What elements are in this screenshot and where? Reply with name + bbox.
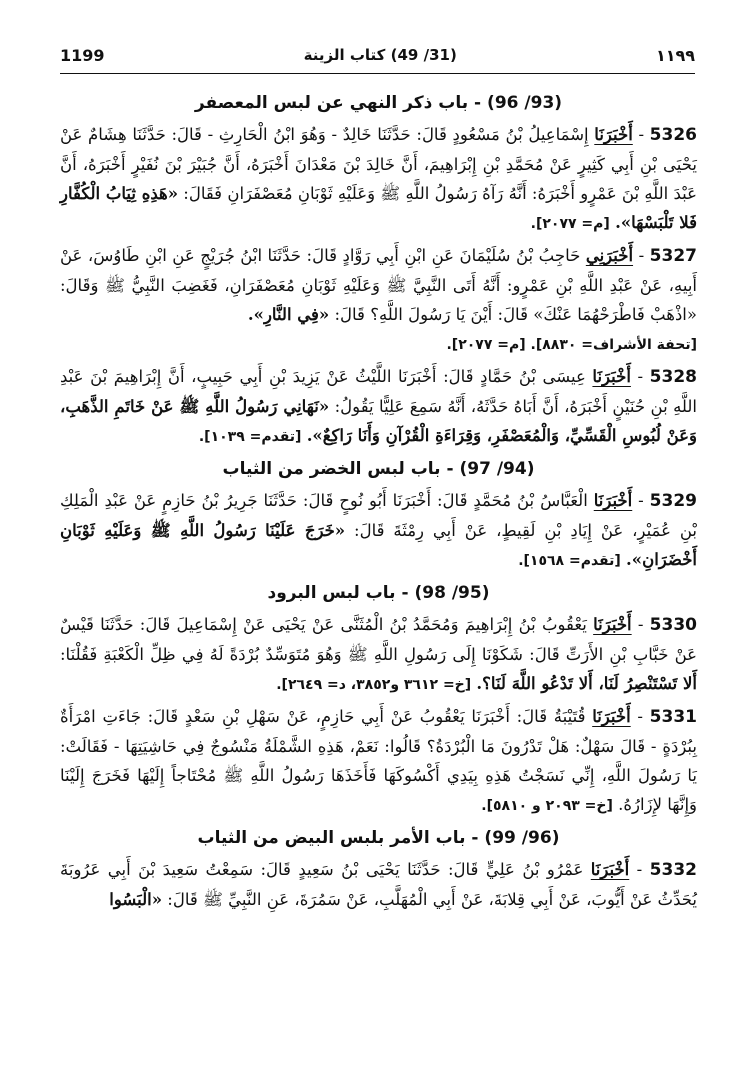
hadith-reference: [تحفة الأشراف= ٨٨٣٠]. [م= ٢٠٧٧].	[446, 337, 697, 353]
hadith-isnad: إِسْمَاعِيلُ بْنُ مَسْعُودٍ قَالَ: حَدَّثَنَا خَالِدٌ - وَهُوَ ابْنُ الْحَارِثِ - قَالَ: حَدَّثَنَا هِشَامٌ عَنْ يَحْيَى بْنِ أَبِي كَثِيرٍ عَنْ مُحَمَّدِ بْنِ إِبْرَاهِيمَ، أَنَّ خَالِدَ بْنَ مَعْدَانَ أَخْبَرَهُ، أَنَّ جُبَيْرَ بْنَ نُفَيْرٍ أَخْبَرَهُ، أَنَّ عَبْدَ اللَّهِ بْنَ عَمْرٍو أَخْبَرَهُ: أَنَّهُ رَآهُ رَسُولُ اللَّهِ ﷺ وَعَلَيْهِ ثَوْبَانِ مُعَصْفَرَانِ فَقَالَ:	[60, 125, 697, 203]
section-title: - باب الأمر بلبس البيض من الثياب	[197, 828, 479, 848]
section-title: - باب لبس البرود	[267, 583, 409, 603]
hadith-matn: «نَهَانِي رَسُولُ اللَّهِ ﷺ عَنْ خَاتَمِ الذَّهَبِ، وَعَنْ لُبُوسِ الْقَسِّيِّ، وَالْمُعَصْفَرِ، وَقِرَاءَةِ الْقُرْآنِ وَأَنَا رَاكِعٌ».	[60, 397, 697, 445]
section-heading	[60, 825, 697, 851]
hadith-number: 5326	[649, 125, 697, 145]
hadith-matn: أَلا تَسْتَنْصِرُ لَنَا، أَلا تَدْعُو اللَّهَ لَنَا؟.	[476, 674, 697, 693]
hadith-reference: [تقدم= ١٥٦٨].	[518, 553, 621, 569]
hadith-number: 5330	[649, 615, 697, 635]
section-heading	[60, 580, 697, 606]
hadith-isnad: قُتَيْبَةُ قَالَ: أَخْبَرَنَا يَعْقُوبُ عَنْ أَبِي حَازِمٍ، عَنْ سَهْلِ بْنِ سَعْدٍ قَالَ: جَاءَتِ امْرَأَةٌ بِبُرْدَةٍ - قَالَ سَهْلٌ: هَلْ تَدْرُونَ مَا الْبُرْدَةُ؟ قَالُوا: نَعَمْ، هَذِهِ الشَّمْلَةُ مَنْسُوجٌ فِي حَاشِيَتِهَا - فَقَالَتْ: يَا رَسُولَ اللَّهِ، إِنِّي نَسَجْتُ هَذِهِ بِيَدِي أَكْسُوكَهَا فَأَخَذَهَا رَسُولُ اللَّهِ ﷺ مُحْتَاجاً إِلَيْهَا فَخَرَجَ إِلَيْنَا وَإِنَّهَا لإِزَارُهُ.	[60, 707, 697, 814]
hadith-reference: [تقدم= ١٠٣٩].	[198, 429, 302, 445]
hadith-number: 5329	[649, 491, 697, 511]
hadith-isnad: حَاجِبُ بْنُ سُلَيْمَانَ عَنِ ابْنِ أَبِي رَوَّادٍ قَالَ: حَدَّثَنَا ابْنُ جُرَيْجٍ عَنِ ابْنِ طَاوُسَ، عَنْ أَبِيهِ، عَنْ عَبْدِ اللَّهِ بْنِ عَمْرٍو: أَنَّهُ أَتَى النَّبِيَّ ﷺ وَعَلَيْهِ ثَوْبَانِ مُعَصْفَرَانِ، فَغَضِبَ النَّبِيُّ ﷺ وَقَالَ: «اذْهَبْ فَاطْرَحْهُمَا عَنْكَ» قَالَ: أَيْنَ يَا رَسُولَ اللَّهِ؟ قَالَ:	[60, 246, 697, 324]
header-rule	[60, 73, 695, 74]
hadith-number: 5328	[649, 367, 697, 387]
hadith-lead: أَخْبَرَنَا	[593, 615, 632, 634]
section-number: (94/ 97)	[459, 459, 535, 479]
hadith-entry: 5331 - أَخْبَرَنَا قُتَيْبَةُ قَالَ: أَخْبَرَنَا يَعْقُوبُ عَنْ أَبِي حَازِمٍ، عَنْ سَهْلِ بْنِ سَعْدٍ قَالَ: جَاءَتِ امْرَأَةٌ بِبُرْدَةٍ - قَالَ سَهْلٌ: هَلْ تَدْرُونَ مَا الْبُرْدَةُ؟ قَالُوا: نَعَمْ، هَذِهِ الشَّمْلَةُ مَنْسُوجٌ فِي حَاشِيَتِهَا - فَقَالَتْ: يَا رَسُولَ اللَّهِ، إِنِّي نَسَجْتُ هَذِهِ بِيَدِي أَكْسُوكَهَا فَأَخَذَهَا رَسُولُ اللَّهِ ﷺ مُحْتَاجاً إِلَيْهَا فَخَرَجَ إِلَيْنَا وَإِنَّهَا لإِزَارُهُ. [خ= ٢٠٩٣ و ٥٨١٠].	[60, 707, 697, 814]
hadith-isnad: عِيسَى بْنُ حَمَّادٍ قَالَ: أَخْبَرَنَا اللَّيْثُ عَنْ يَزِيدَ بْنِ أَبِي حَبِيبٍ، أَنَّ إِبْرَاهِيمَ بْنَ عَبْدِ اللَّهِ بْنِ حُنَيْنٍ أَخْبَرَهُ، أَنَّ أَبَاهُ حَدَّثَهُ، أَنَّهُ سَمِعَ عَلِيًّا يَقُولُ:	[60, 367, 698, 416]
hadith-isnad: الْعَبَّاسُ بْنُ مُحَمَّدٍ قَالَ: أَخْبَرَنَا أَبُو نُوحٍ قَالَ: حَدَّثَنَا جَرِيرُ بْنُ حَازِمٍ عَنْ عَبْدِ الْمَلِكِ بْنِ عُمَيْرٍ، عَنْ إِيَادِ بْنِ لَقِيطٍ، عَنْ أَبِي رِمْثَةَ قَالَ:	[60, 491, 697, 540]
page-number-latin: 1199	[60, 45, 105, 65]
hadith-number: 5327	[649, 246, 697, 266]
page-number-arabic: ١١٩٩	[655, 45, 695, 65]
section-title: - باب لبس الخضر من الثياب	[222, 459, 454, 479]
running-title: (31/ 49) كتاب الزينة	[303, 46, 457, 64]
hadith-isnad: يَعْقُوبُ بْنُ إِبْرَاهِيمَ وَمُحَمَّدُ بْنُ الْمُثَنَّى عَنْ يَحْيَى عَنْ إِسْمَاعِيلَ قَالَ: حَدَّثَنَا قَيْسٌ عَنْ خَبَّابِ بْنِ الأَرَتِّ قَالَ: شَكَوْنَا إِلَى رَسُولِ اللَّهِ ﷺ وَهُوَ مُتَوَسِّدٌ بُرْدَةً لَهُ فِي ظِلِّ الْكَعْبَةِ فَقُلْنَا:	[60, 615, 697, 664]
section-number: (93/ 96)	[487, 93, 563, 113]
hadith-lead: أَخْبَرَنَا	[592, 367, 631, 386]
hadith-reference: [م= ٢٠٧٧].	[530, 216, 610, 232]
hadith-matn: «هَذِهِ ثِيَابُ الْكُفَّارِ فَلا تَلْبَسْهَا».	[60, 184, 697, 232]
hadith-matn: «فِي النَّارِ».	[247, 305, 330, 324]
hadith-lead: أَخْبَرَنَا	[592, 707, 631, 726]
hadith-number: 5331	[649, 707, 697, 727]
hadith-entry: 5332 - أَخْبَرَنَا عَمْرُو بْنُ عَلِيٍّ قَالَ: حَدَّثَنَا يَحْيَى بْنُ سَعِيدٍ قَالَ: سَمِعْتُ سَعِيدَ بْنَ أَبِي عَرُوبَةَ يُحَدِّثُ عَنْ أَيُّوبَ، عَنْ أَبِي قِلابَةَ، عَنْ أَبِي الْمُهَلَّبِ، عَنْ سَمُرَةَ، عَنِ النَّبِيِّ ﷺ قَالَ: «الْبَسُوا	[60, 860, 697, 909]
hadith-reference: [خ= ٢٠٩٣ و ٥٨١٠].	[481, 798, 613, 814]
hadith-matn: «الْبَسُوا	[109, 890, 163, 909]
hadith-entry: 5329 - أَخْبَرَنَا الْعَبَّاسُ بْنُ مُحَمَّدٍ قَالَ: أَخْبَرَنَا أَبُو نُوحٍ قَالَ: حَدَّثَنَا جَرِيرُ بْنُ حَازِمٍ عَنْ عَبْدِ الْمَلِكِ بْنِ عُمَيْرٍ، عَنْ إِيَادِ بْنِ لَقِيطٍ، عَنْ أَبِي رِمْثَةَ قَالَ: «خَرَجَ عَلَيْنَا رَسُولُ اللَّهِ ﷺ وَعَلَيْهِ ثَوْبَانِ أَخْضَرَانِ». [تقدم= ١٥٦٨].	[60, 491, 697, 569]
page-content	[60, 86, 697, 916]
section-number: (95/ 98)	[414, 583, 490, 603]
hadith-number: 5332	[649, 860, 697, 880]
section-title: - باب ذكر النهي عن لبس المعصفر	[194, 93, 482, 113]
hadith-entry: 5330 - أَخْبَرَنَا يَعْقُوبُ بْنُ إِبْرَاهِيمَ وَمُحَمَّدُ بْنُ الْمُثَنَّى عَنْ يَحْيَى عَنْ إِسْمَاعِيلَ قَالَ: حَدَّثَنَا قَيْسٌ عَنْ خَبَّابِ بْنِ الأَرَتِّ قَالَ: شَكَوْنَا إِلَى رَسُولِ اللَّهِ ﷺ وَهُوَ مُتَوَسِّدٌ بُرْدَةً لَهُ فِي ظِلِّ الْكَعْبَةِ فَقُلْنَا: أَلا تَسْتَنْصِرُ لَنَا، أَلا تَدْعُو اللَّهَ لَنَا؟. [خ= ٣٦١٢ و٣٨٥٢، د= ٢٦٤٩].	[60, 615, 697, 693]
hadith-matn: «خَرَجَ عَلَيْنَا رَسُولُ اللَّهِ ﷺ وَعَلَيْهِ ثَوْبَانِ أَخْضَرَانِ».	[60, 521, 697, 569]
hadith-entry: 5326 - أَخْبَرَنَا إِسْمَاعِيلُ بْنُ مَسْعُودٍ قَالَ: حَدَّثَنَا خَالِدٌ - وَهُوَ ابْنُ الْحَارِثِ - قَالَ: حَدَّثَنَا هِشَامٌ عَنْ يَحْيَى بْنِ أَبِي كَثِيرٍ عَنْ مُحَمَّدِ بْنِ إِبْرَاهِيمَ، أَنَّ خَالِدَ بْنَ مَعْدَانَ أَخْبَرَهُ، أَنَّ جُبَيْرَ بْنَ نُفَيْرٍ أَخْبَرَهُ، أَنَّ عَبْدَ اللَّهِ بْنَ عَمْرٍو أَخْبَرَهُ: أَنَّهُ رَآهُ رَسُولُ اللَّهِ ﷺ وَعَلَيْهِ ثَوْبَانِ مُعَصْفَرَانِ فَقَالَ: «هَذِهِ ثِيَابُ الْكُفَّارِ فَلا تَلْبَسْهَا». [م= ٢٠٧٧].	[60, 125, 697, 232]
hadith-reference: [خ= ٣٦١٢ و٣٨٥٢، د= ٢٦٤٩].	[276, 677, 472, 693]
hadith-entry: 5327 - أَخْبَرَنِي حَاجِبُ بْنُ سُلَيْمَانَ عَنِ ابْنِ أَبِي رَوَّادٍ قَالَ: حَدَّثَنَا ابْنُ جُرَيْجٍ عَنِ ابْنِ طَاوُسَ، عَنْ أَبِيهِ، عَنْ عَبْدِ اللَّهِ بْنِ عَمْرٍو: أَنَّهُ أَتَى النَّبِيَّ ﷺ وَعَلَيْهِ ثَوْبَانِ مُعَصْفَرَانِ، فَغَضِبَ النَّبِيُّ ﷺ وَقَالَ: «اذْهَبْ فَاطْرَحْهُمَا عَنْكَ» قَالَ: أَيْنَ يَا رَسُولَ اللَّهِ؟ قَالَ: «فِي النَّارِ». [تحفة الأشراف= ٨٨٣٠]. [م= ٢٠٧٧].	[60, 246, 697, 353]
hadith-lead: أَخْبَرَنَا	[590, 860, 630, 879]
section-heading	[60, 90, 697, 116]
hadith-entry: 5328 - أَخْبَرَنَا عِيسَى بْنُ حَمَّادٍ قَالَ: أَخْبَرَنَا اللَّيْثُ عَنْ يَزِيدَ بْنِ أَبِي حَبِيبٍ، أَنَّ إِبْرَاهِيمَ بْنَ عَبْدِ اللَّهِ بْنِ حُنَيْنٍ أَخْبَرَهُ، أَنَّ أَبَاهُ حَدَّثَهُ، أَنَّهُ سَمِعَ عَلِيًّا يَقُولُ: «نَهَانِي رَسُولُ اللَّهِ ﷺ عَنْ خَاتَمِ الذَّهَبِ، وَعَنْ لُبُوسِ الْقَسِّيِّ، وَالْمُعَصْفَرِ، وَقِرَاءَةِ الْقُرْآنِ وَأَنَا رَاكِعٌ». [تقدم= ١٠٣٩].	[60, 367, 698, 445]
section-number: (96/ 99)	[484, 828, 560, 848]
hadith-lead: أَخْبَرَنِي	[585, 246, 634, 265]
hadith-isnad: عَمْرُو بْنُ عَلِيٍّ قَالَ: حَدَّثَنَا يَحْيَى بْنُ سَعِيدٍ قَالَ: سَمِعْتُ سَعِيدَ بْنَ أَبِي عَرُوبَةَ يُحَدِّثُ عَنْ أَيُّوبَ، عَنْ أَبِي قِلابَةَ، عَنْ أَبِي الْمُهَلَّبِ، عَنْ سَمُرَةَ، عَنِ النَّبِيِّ ﷺ قَالَ:	[60, 860, 697, 909]
hadith-lead: أَخْبَرَنَا	[593, 491, 633, 510]
page-header	[60, 40, 695, 70]
section-heading	[60, 456, 697, 482]
hadith-lead: أَخْبَرَنَا	[594, 125, 633, 144]
